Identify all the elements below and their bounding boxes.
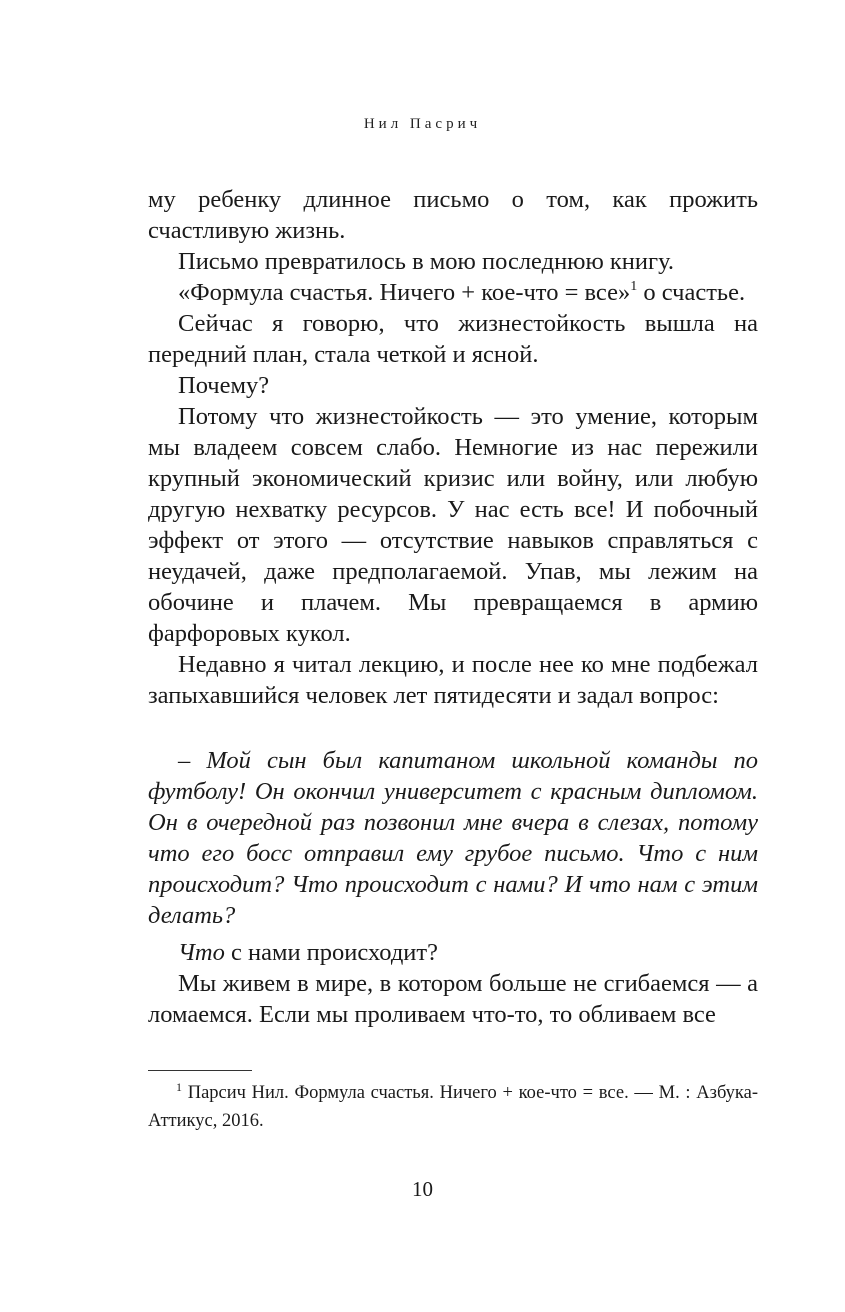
paragraph-tail: с нами происходит? [224, 939, 438, 966]
paragraph-with-footnote [148, 277, 758, 308]
paragraph: Почему? [178, 372, 270, 399]
paragraph: Недавно я читал лекцию, и после нее ко мне подбежал запыхавшийся человек лет пятидесяти и задал вопрос: [148, 651, 758, 709]
main-text-continued [148, 937, 758, 1030]
footnote-text: Парсич Нил. Формула счастья. Ничего + кое-что = все. — М. : Азбука-Аттикус, 2016. [148, 1083, 758, 1131]
paragraph: Сейчас я говорю, что жизнестойкость вышла на передний план, стала четкой и ясной. [148, 310, 758, 368]
paragraph: Письмо превратилось в мою последнюю книгу. [178, 248, 675, 275]
main-text [148, 184, 758, 711]
book-title-text: «Формула счастья. Ничего + кое-что = все» [178, 279, 631, 306]
paragraph: Потому что жизнестойкость — это умение, которым мы владеем совсем слабо. Немногие из нас пережили крупный экономический кризис или войну, или любую другую нехватку ресурсов. У нас есть все! И побочный эффект от этого — отсутствие навыков справляться с неудачей, даже предполагаемой. Упав, мы лежим на обочине и плачем. Мы превращаемся в армию фарфоровых кукол. [148, 403, 758, 647]
italic-word: Что [178, 939, 225, 966]
paragraph [148, 937, 758, 968]
footnote-mark: 1 [176, 1080, 182, 1094]
page-number: 10 [412, 1177, 433, 1201]
italic-quote [148, 745, 758, 931]
quote-paragraph: – Мой сын был капитаном школьной команды по футболу! Он окончил университет с красным дипломом. Он в очередной раз позвонил мне вчера в слезах, потому что его босс отправил ему грубое письмо. Что с ним происходит? Что происходит с нами? И что нам с этим делать? [148, 747, 758, 929]
footnote [148, 1079, 758, 1135]
paragraph-tail: о счастье. [637, 279, 746, 306]
footnote-reference[interactable]: 1 [630, 279, 638, 294]
paragraph: Мы живем в мире, в котором больше не сгибаемся — а ломаемся. Если мы проливаем что-то, то обливаем все [148, 970, 758, 1028]
paragraph-continuation: му ребенку длинное письмо о том, как прожить счастливую жизнь. [148, 186, 758, 244]
running-head: Нил Пасрич [363, 116, 482, 132]
footnote-divider [148, 1070, 252, 1071]
